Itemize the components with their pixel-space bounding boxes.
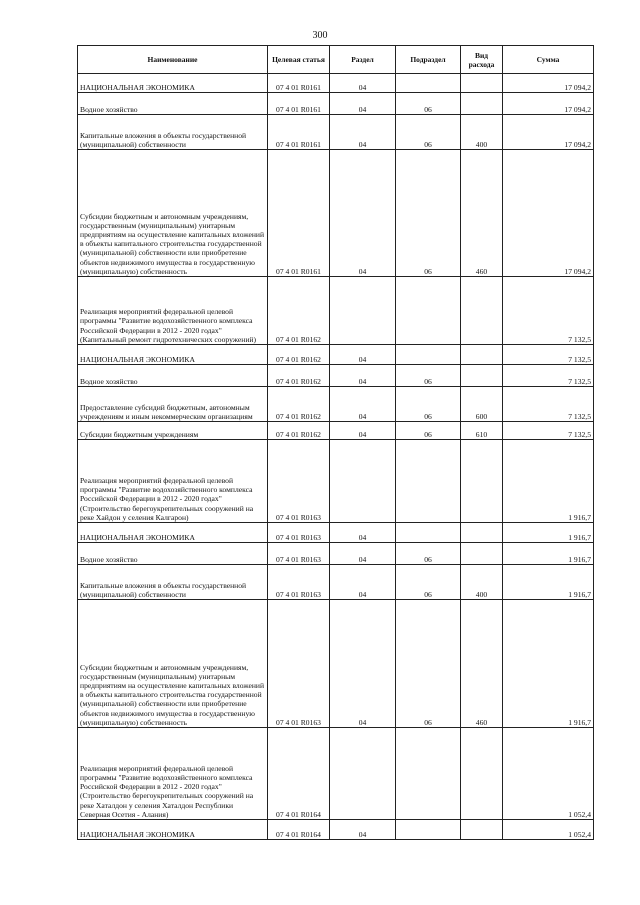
cell-name: Капитальные вложения в объекты государственной (муниципальной) собственности: [78, 115, 268, 150]
table-row: [78, 150, 594, 277]
cell-exp-type: 600: [461, 387, 503, 422]
cell-exp-type: [461, 345, 503, 365]
cell-target: 07 4 01 R0161: [268, 150, 330, 277]
cell-subsection: 06: [396, 600, 461, 728]
cell-section: [330, 728, 396, 820]
cell-name: НАЦИОНАЛЬНАЯ ЭКОНОМИКА: [78, 820, 268, 840]
cell-subsection: [396, 345, 461, 365]
cell-sum: 1 916,7: [503, 440, 594, 523]
cell-section: 04: [330, 93, 396, 115]
cell-sum: 1 052,4: [503, 820, 594, 840]
cell-sum: 7 132,5: [503, 365, 594, 387]
cell-sum: 7 132,5: [503, 387, 594, 422]
table-row: [78, 440, 594, 523]
cell-sum: 17 094,2: [503, 150, 594, 277]
table-row: [78, 728, 594, 820]
cell-section: [330, 277, 396, 345]
cell-target: 07 4 01 R0163: [268, 565, 330, 600]
cell-section: 04: [330, 150, 396, 277]
cell-name: Реализация мероприятий федеральной целевой программы "Развитие водохозяйственного комплекса Российской Федерации в 2012 - 2020 годах" (Строительство берегоукрепительных сооружений на реке Хайдон у селения Калгарон): [78, 440, 268, 523]
header-section: Раздел: [330, 46, 396, 74]
table-row: [78, 74, 594, 93]
table-row: [78, 93, 594, 115]
cell-subsection: 06: [396, 365, 461, 387]
cell-target: 07 4 01 R0162: [268, 387, 330, 422]
table-row: [78, 820, 594, 840]
cell-section: 04: [330, 422, 396, 440]
cell-sum: 17 094,2: [503, 93, 594, 115]
cell-subsection: 06: [396, 150, 461, 277]
cell-exp-type: 610: [461, 422, 503, 440]
cell-exp-type: 400: [461, 565, 503, 600]
cell-target: 07 4 01 R0161: [268, 74, 330, 93]
cell-sum: 7 132,5: [503, 422, 594, 440]
cell-exp-type: [461, 523, 503, 543]
cell-name: Водное хозяйство: [78, 543, 268, 565]
cell-section: 04: [330, 820, 396, 840]
cell-subsection: 06: [396, 543, 461, 565]
cell-sum: 7 132,5: [503, 277, 594, 345]
cell-exp-type: 400: [461, 115, 503, 150]
cell-target: 07 4 01 R0161: [268, 93, 330, 115]
header-row: [78, 46, 594, 74]
cell-section: 04: [330, 345, 396, 365]
header-sum: Сумма: [503, 46, 594, 74]
cell-name: Капитальные вложения в объекты государственной (муниципальной) собственности: [78, 565, 268, 600]
cell-subsection: 06: [396, 387, 461, 422]
cell-name: Субсидии бюджетным и автономным учреждениям, государственным (муниципальным) унитарным предприятиям на осуществление капитальных вложений в объекты капитального строительства государственной (муниципальной) собственности или приобретение объектов недвижимого имущества в государственную (муниципальную) собственность: [78, 150, 268, 277]
cell-subsection: [396, 277, 461, 345]
cell-section: 04: [330, 543, 396, 565]
page-number: 300: [312, 30, 328, 41]
header-subsection: Подраздел: [396, 46, 461, 74]
cell-target: 07 4 01 R0162: [268, 365, 330, 387]
cell-name: Реализация мероприятий федеральной целевой программы "Развитие водохозяйственного комплекса Российской Федерации в 2012 - 2020 годах" (Строительство берегоукрепительных сооружений на реке Хаталдон у селения Хаталдон Республики Северная Осетия - Алания): [78, 728, 268, 820]
cell-target: 07 4 01 R0163: [268, 543, 330, 565]
cell-sum: 17 094,2: [503, 115, 594, 150]
cell-target: 07 4 01 R0162: [268, 422, 330, 440]
cell-target: 07 4 01 R0162: [268, 345, 330, 365]
table-row: [78, 387, 594, 422]
cell-sum: 1 052,4: [503, 728, 594, 820]
cell-exp-type: [461, 440, 503, 523]
cell-sum: 7 132,5: [503, 345, 594, 365]
header-exp-type: Вид расхода: [461, 46, 503, 74]
cell-sum: 1 916,7: [503, 565, 594, 600]
cell-target: 07 4 01 R0163: [268, 600, 330, 728]
cell-section: 04: [330, 74, 396, 93]
table-row: [78, 543, 594, 565]
cell-name: Реализация мероприятий федеральной целевой программы "Развитие водохозяйственного комплекса Российской Федерации в 2012 - 2020 годах" (Капитальный ремонт гидротехнических сооружений): [78, 277, 268, 345]
cell-sum: 1 916,7: [503, 600, 594, 728]
cell-name: Водное хозяйство: [78, 365, 268, 387]
cell-section: 04: [330, 387, 396, 422]
cell-name: Субсидии бюджетным и автономным учреждениям, государственным (муниципальным) унитарным предприятиям на осуществление капитальных вложений в объекты капитального строительства государственной (муниципальной) собственности или приобретение объектов недвижимого имущества в государственную (муниципальную) собственность: [78, 600, 268, 728]
cell-exp-type: 460: [461, 600, 503, 728]
table-row: [78, 523, 594, 543]
table-row: [78, 600, 594, 728]
cell-section: 04: [330, 600, 396, 728]
cell-name: НАЦИОНАЛЬНАЯ ЭКОНОМИКА: [78, 523, 268, 543]
cell-exp-type: 460: [461, 150, 503, 277]
cell-target: 07 4 01 R0163: [268, 440, 330, 523]
cell-name: Предоставление субсидий бюджетным, автономным учреждениям и иным некоммерческим организациям: [78, 387, 268, 422]
cell-subsection: 06: [396, 115, 461, 150]
cell-sum: 1 916,7: [503, 543, 594, 565]
cell-exp-type: [461, 74, 503, 93]
header-name: Наименование: [78, 46, 268, 74]
cell-exp-type: [461, 820, 503, 840]
table-row: [78, 422, 594, 440]
table-row: [78, 345, 594, 365]
cell-target: 07 4 01 R0164: [268, 820, 330, 840]
cell-target: 07 4 01 R0161: [268, 115, 330, 150]
cell-sum: 17 094,2: [503, 74, 594, 93]
cell-exp-type: [461, 277, 503, 345]
cell-section: 04: [330, 523, 396, 543]
table-row: [78, 365, 594, 387]
cell-target: 07 4 01 R0164: [268, 728, 330, 820]
cell-subsection: 06: [396, 565, 461, 600]
cell-subsection: [396, 440, 461, 523]
cell-subsection: 06: [396, 93, 461, 115]
cell-section: 04: [330, 115, 396, 150]
cell-name: Водное хозяйство: [78, 93, 268, 115]
cell-exp-type: [461, 365, 503, 387]
cell-name: НАЦИОНАЛЬНАЯ ЭКОНОМИКА: [78, 74, 268, 93]
cell-exp-type: [461, 543, 503, 565]
cell-section: 04: [330, 565, 396, 600]
cell-section: 04: [330, 365, 396, 387]
table-row: [78, 115, 594, 150]
cell-subsection: [396, 728, 461, 820]
cell-subsection: [396, 820, 461, 840]
budget-table: [77, 45, 594, 840]
cell-exp-type: [461, 728, 503, 820]
cell-subsection: [396, 523, 461, 543]
cell-subsection: [396, 74, 461, 93]
header-target: Целевая статья: [268, 46, 330, 74]
cell-name: Субсидии бюджетным учреждениям: [78, 422, 268, 440]
cell-target: 07 4 01 R0163: [268, 523, 330, 543]
table-row: [78, 565, 594, 600]
cell-subsection: 06: [396, 422, 461, 440]
cell-sum: 1 916,7: [503, 523, 594, 543]
cell-section: [330, 440, 396, 523]
cell-target: 07 4 01 R0162: [268, 277, 330, 345]
cell-name: НАЦИОНАЛЬНАЯ ЭКОНОМИКА: [78, 345, 268, 365]
table-row: [78, 277, 594, 345]
cell-exp-type: [461, 93, 503, 115]
